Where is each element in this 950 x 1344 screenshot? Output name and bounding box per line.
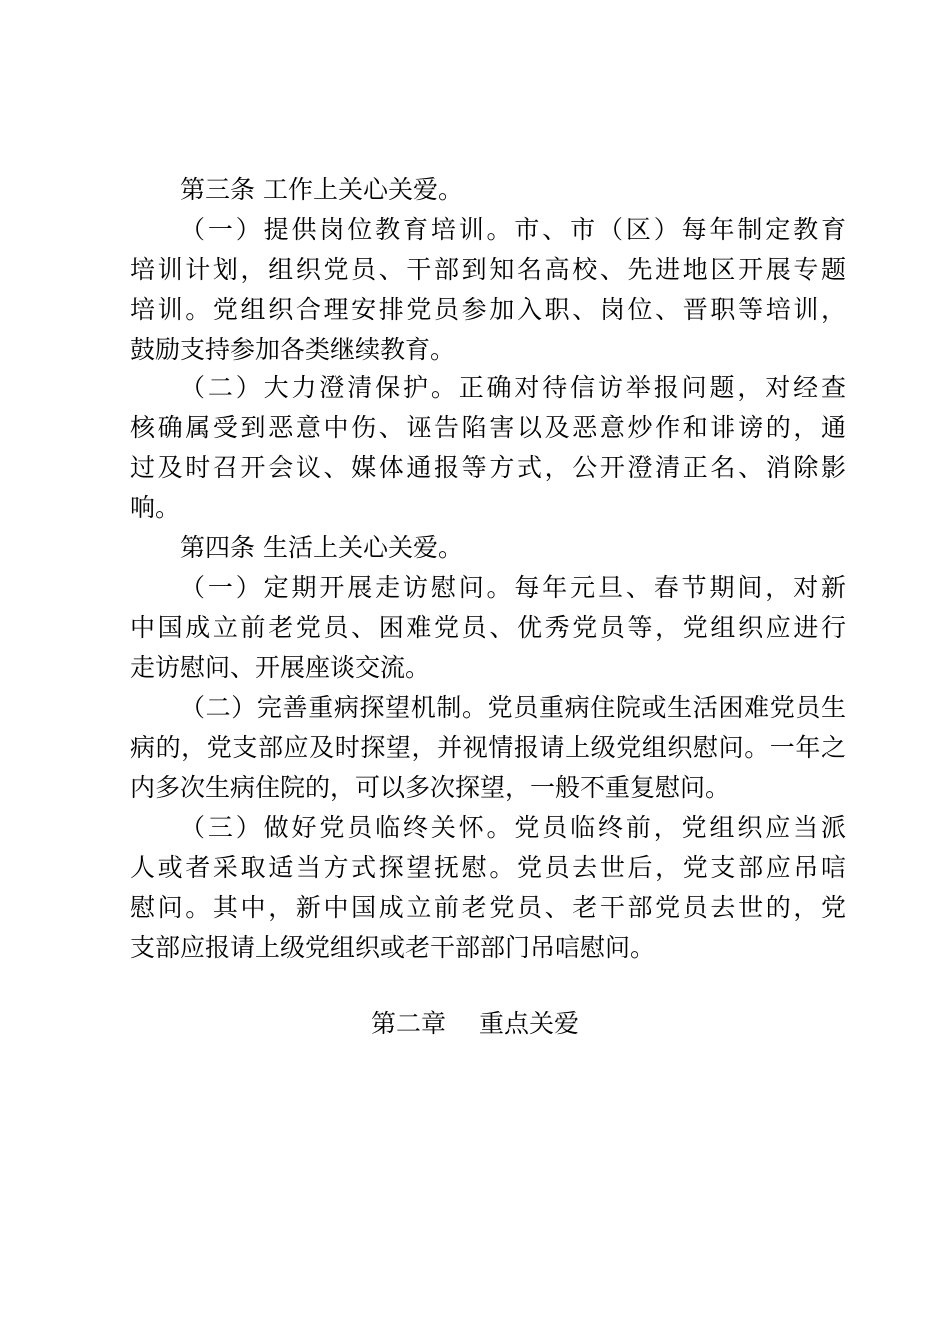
article4-item3-line4: 支部应报请上级党组织或老干部部门吊唁慰问。 [130,933,656,962]
chapter-title: 第二章 重点关爱 [371,1009,579,1038]
article4-item2-line2: 病的，党支部应及时探望，并视情报请上级党组织慰问。一年之 [130,733,846,762]
article4-item3-line1: （三）做好党员临终关怀。党员临终前，党组织应当派 [180,813,846,842]
article3-item1-line2: 培训计划，组织党员、干部到知名高校、先进地区开展专题 [130,255,846,284]
article4-item2-line3: 内多次生病住院的，可以多次探望，一般不重复慰问。 [130,773,731,802]
article4-item3-line3: 慰问。其中，新中国成立前老党员、老干部党员去世的，党 [130,893,846,922]
article3-item1-line3: 培训。党组织合理安排党员参加入职、岗位、晋职等培训， [130,295,846,324]
article3-heading: 第三条 工作上关心关爱。 [180,175,463,204]
article3-item2-line3: 过及时召开会议、媒体通报等方式，公开澄清正名、消除影 [130,453,846,482]
article3-item1-line1: （一）提供岗位教育培训。市、市（区）每年制定教育 [180,215,846,244]
article3-item2-line1: （二）大力澄清保护。正确对待信访举报问题，对经查 [180,373,846,402]
article3-item2-line2: 核确属受到恶意中伤、诬告陷害以及恶意炒作和诽谤的，通 [130,413,846,442]
article3-item2-line4: 响。 [130,493,181,522]
article4-item1-line3: 走访慰问、开展座谈交流。 [130,653,431,682]
article4-heading: 第四条 生活上关心关爱。 [180,533,463,562]
article4-item2-line1: （二）完善重病探望机制。党员重病住院或生活困难党员生 [180,693,846,722]
article4-item1-line2: 中国成立前老党员、困难党员、优秀党员等，党组织应进行 [130,613,846,642]
article3-item1-line4: 鼓励支持参加各类继续教育。 [130,335,456,364]
article4-item1-line1: （一）定期开展走访慰问。每年元旦、春节期间，对新 [180,573,846,602]
article4-item3-line2: 人或者采取适当方式探望抚慰。党员去世后，党支部应吊唁 [130,853,846,882]
